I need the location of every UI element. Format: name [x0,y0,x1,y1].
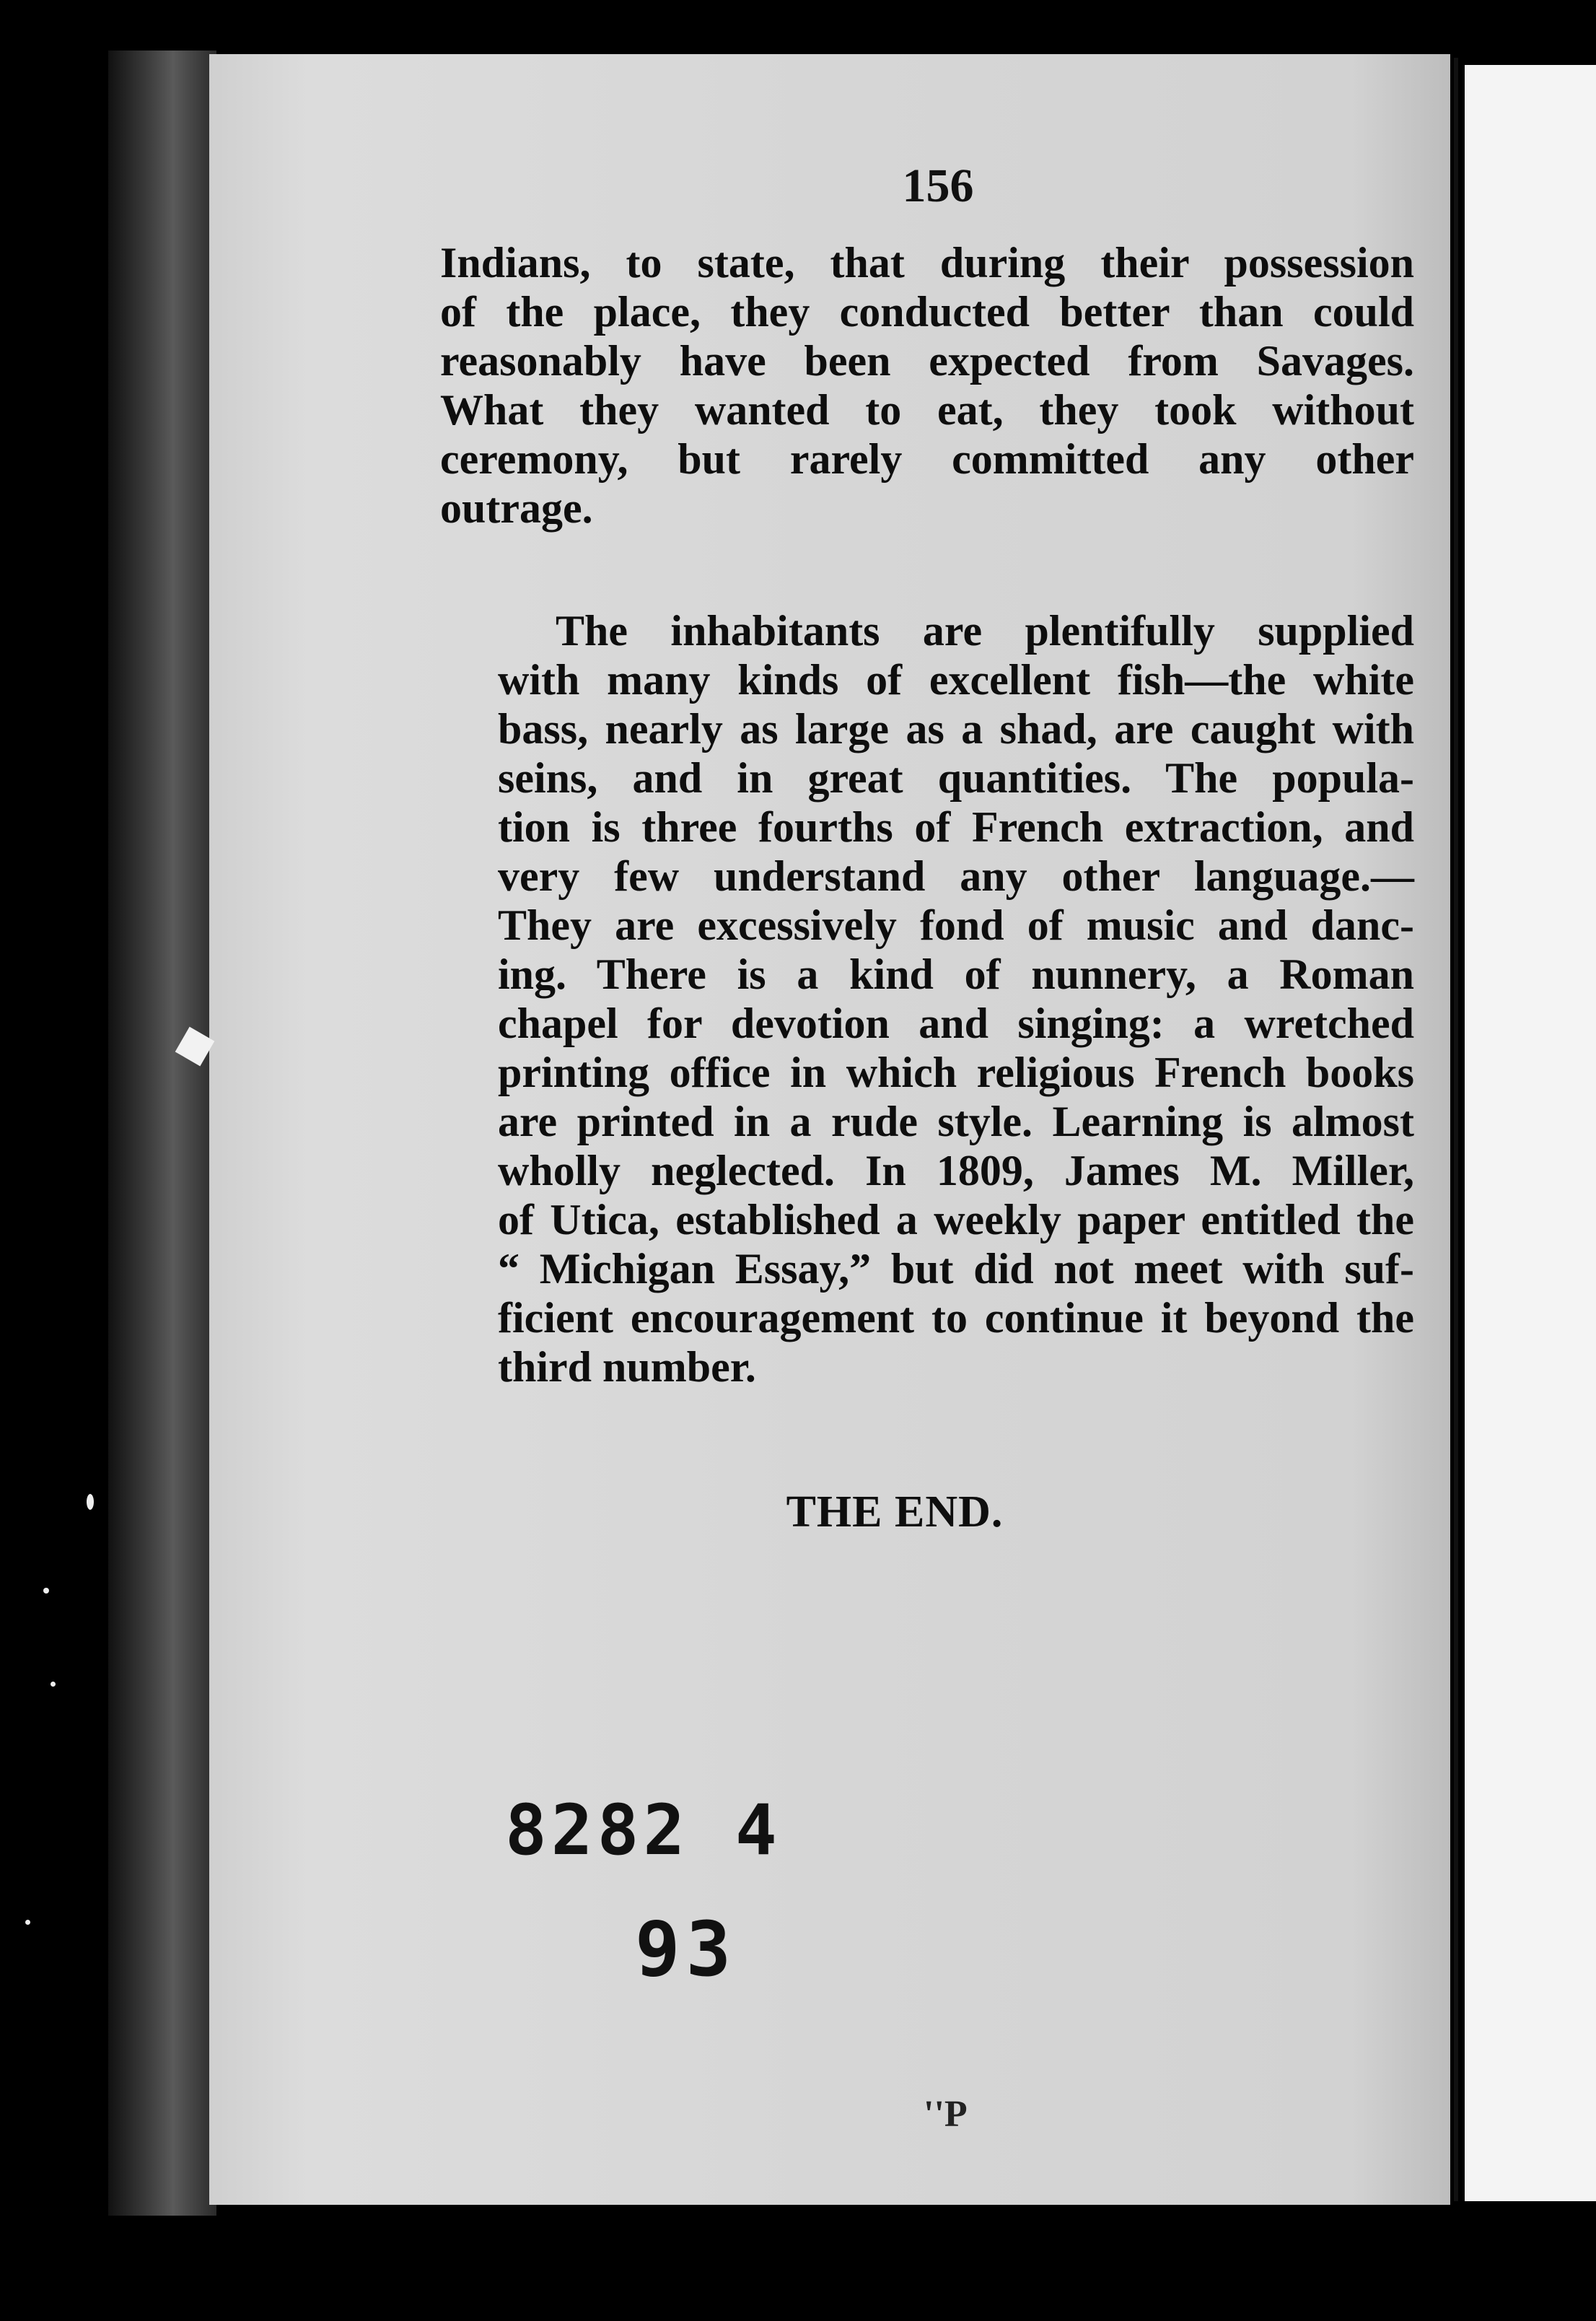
text-line: of the place, they conducted better than could [440,288,1414,336]
text-line: ceremony, but rarely committed any other [440,435,1414,483]
the-end-heading: THE END. [786,1487,1004,1537]
text-line: third number. [498,1343,756,1391]
text-line: Indians, to state, that during their possession [440,239,1414,287]
page-number: 156 [902,159,974,212]
scan-dot [87,1494,94,1510]
text-line: They are excessively fond of music and danc- [498,901,1414,949]
text-line: very few understand any other language.— [498,852,1414,900]
scan-dot [25,1920,30,1925]
facing-page-edge [1465,65,1596,2201]
paragraph-inhabitants [440,606,1414,1391]
ink-mark: ''P [924,2094,968,2135]
text-line: are printed in a rude style. Learning is almost [498,1098,1414,1145]
paragraph-continuation [440,238,1414,533]
text-line: ing. There is a kind of nunnery, a Roman [498,950,1414,998]
text-line: bass, nearly as large as a shad, are caught with [498,705,1414,753]
text-line: wholly neglected. In 1809, James M. Miller, [498,1147,1414,1194]
scan-dot [43,1588,49,1594]
book-spine [108,51,216,2216]
text-line: “ Michigan Essay,” but did not meet with suf- [498,1245,1414,1293]
text-line: seins, and in great quantities. The popula- [498,754,1414,802]
text-line: reasonably have been expected from Savages. [440,337,1414,385]
text-line: outrage. [440,484,593,532]
scan-dot [51,1682,56,1687]
text-line: ficient encouragement to continue it beyond the [498,1294,1414,1342]
page-edge [1454,58,1458,2201]
text-line: with many kinds of excellent fish—the white [498,656,1414,704]
library-stamp-number-secondary: 93 [635,1905,737,1993]
library-stamp-number: 8282 4 [505,1790,781,1871]
text-line: What they wanted to eat, they took without [440,386,1414,434]
text-line: of Utica, established a weekly paper entitled the [498,1196,1414,1243]
text-line: printing office in which religious French books [498,1049,1414,1096]
text-line: tion is three fourths of French extraction, and [498,803,1414,851]
text-line: chapel for devotion and singing: a wretched [498,1000,1414,1047]
text-line: The inhabitants are plentifully supplied [556,607,1414,655]
